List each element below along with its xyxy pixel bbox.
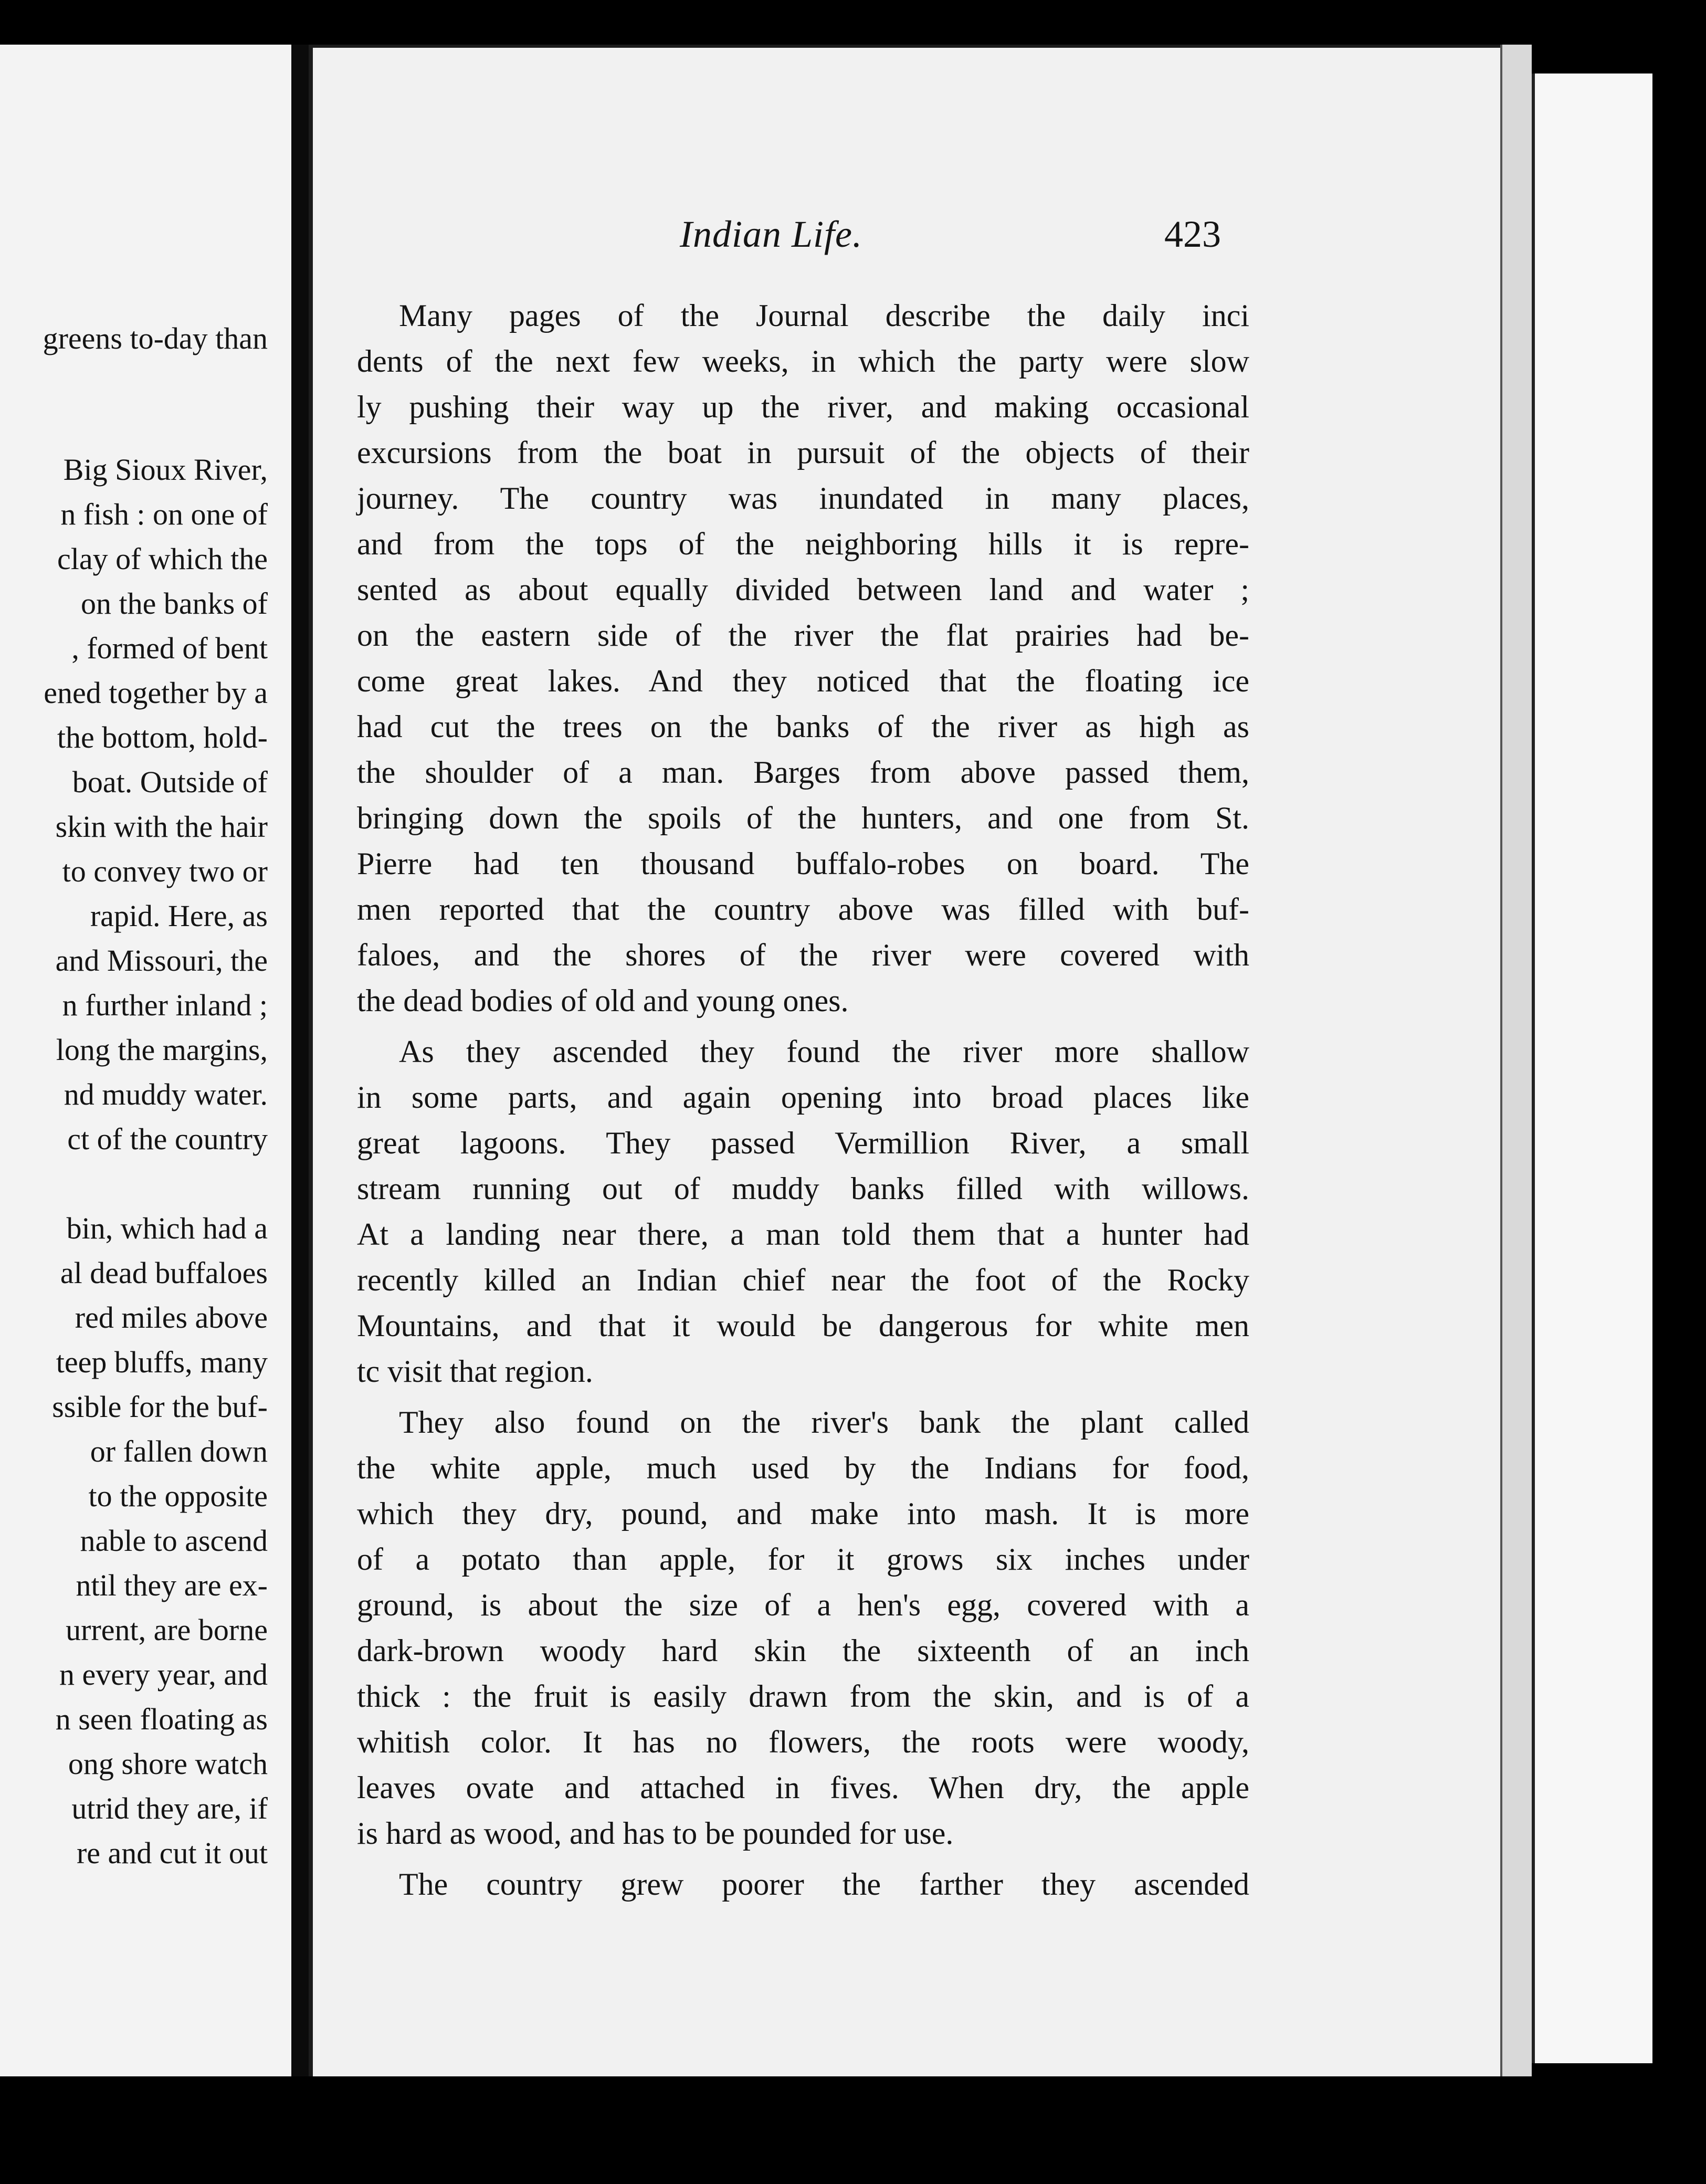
text-line: ly pushing their way up the river, and making occasional bbox=[357, 390, 1249, 424]
facing-page-line: teep bluffs, many bbox=[56, 1345, 268, 1379]
paragraph-gap bbox=[357, 1024, 1249, 1029]
facing-page-line: nd muddy water. bbox=[64, 1077, 268, 1111]
facing-page-line: urrent, are borne bbox=[66, 1613, 268, 1647]
facing-page-line: red miles above bbox=[75, 1300, 268, 1335]
text-line: is hard as wood, and has to be pounded for use. bbox=[357, 1816, 954, 1851]
text-line: which they dry, pound, and make into mash. It is more bbox=[357, 1496, 1249, 1531]
text-line: leaves ovate and attached in fives. When dry, the apple bbox=[357, 1770, 1249, 1805]
text-line: stream running out of muddy banks filled with willows. bbox=[357, 1171, 1249, 1206]
text-line: ground, is about the size of a hen's egg, covered with a bbox=[357, 1588, 1249, 1622]
paragraph bbox=[357, 1400, 1249, 1856]
text-line: in some parts, and again opening into broad places like bbox=[357, 1080, 1249, 1115]
text-line: whitish color. It has no flowers, the roots were woody, bbox=[357, 1725, 1249, 1759]
paragraph bbox=[357, 293, 1249, 1024]
text-line: great lagoons. They passed Vermillion River, a small bbox=[357, 1126, 1249, 1160]
text-line: As they ascended they found the river more shallow bbox=[399, 1034, 1249, 1069]
text-line: the dead bodies of old and young ones. bbox=[357, 983, 849, 1018]
facing-page-line: n every year, and bbox=[59, 1657, 268, 1692]
facing-page-line: Big Sioux River, bbox=[63, 453, 268, 487]
page-edge bbox=[1500, 45, 1532, 2076]
facing-page-line: , formed of bent bbox=[71, 631, 268, 665]
facing-page-line: n seen floating as bbox=[55, 1702, 268, 1736]
text-line: dark-brown woody hard skin the sixteenth of an inch bbox=[357, 1633, 1249, 1668]
text-line: men reported that the country above was filled with buf- bbox=[357, 892, 1249, 927]
paragraph bbox=[357, 1862, 1249, 1907]
facing-page-line: ong shore watch bbox=[68, 1747, 268, 1781]
text-line: They also found on the river's bank the plant called bbox=[399, 1405, 1249, 1440]
facing-page-line: ntil they are ex- bbox=[76, 1568, 268, 1602]
facing-page-line: to convey two or bbox=[62, 854, 268, 888]
text-line: bringing down the spoils of the hunters, and one from St. bbox=[357, 801, 1249, 835]
text-line: the shoulder of a man. Barges from above passed them, bbox=[357, 755, 1249, 790]
page-number: 423 bbox=[1164, 213, 1221, 255]
facing-page-line: al dead buffaloes bbox=[60, 1256, 268, 1290]
facing-page-line: greens to-day than bbox=[43, 321, 268, 355]
facing-page-line: re and cut it out bbox=[76, 1836, 268, 1870]
facing-page-line: ened together by a bbox=[44, 676, 268, 710]
text-line: sented as about equally divided between land and water ; bbox=[357, 572, 1249, 607]
text-line: on the eastern side of the river the flat prairies had be- bbox=[357, 618, 1249, 653]
text-line: At a landing near there, a man told them that a hunter had bbox=[357, 1217, 1249, 1252]
text-line: recently killed an Indian chief near the foot of the Rocky bbox=[357, 1263, 1249, 1297]
body-text bbox=[357, 293, 1249, 1907]
text-line: excursions from the boat in pursuit of the objects of their bbox=[357, 435, 1249, 470]
facing-page-line: utrid they are, if bbox=[71, 1791, 268, 1825]
text-line: and from the tops of the neighboring hills it is repre- bbox=[357, 527, 1249, 561]
text-line: dents of the next few weeks, in which the party were slow bbox=[357, 344, 1249, 379]
facing-page-line: n further inland ; bbox=[62, 988, 268, 1022]
facing-page bbox=[0, 45, 291, 2076]
facing-page-line: ssible for the buf- bbox=[52, 1390, 268, 1424]
facing-page-line: long the margins, bbox=[56, 1033, 268, 1067]
text-line: had cut the trees on the banks of the river as high as bbox=[357, 709, 1249, 744]
facing-page-line: rapid. Here, as bbox=[90, 899, 268, 933]
facing-page-line: skin with the hair bbox=[55, 810, 268, 844]
text-line: faloes, and the shores of the river were covered with bbox=[357, 938, 1249, 972]
running-title: Indian Life. bbox=[680, 213, 862, 255]
text-line: Many pages of the Journal describe the daily inci bbox=[399, 298, 1249, 333]
facing-page-line: bin, which had a bbox=[66, 1211, 268, 1245]
facing-page-line: the bottom, hold- bbox=[57, 720, 268, 754]
facing-page-line: n fish : on one of bbox=[60, 497, 268, 531]
facing-page-line: and Missouri, the bbox=[55, 943, 268, 978]
facing-page-line: clay of which the bbox=[57, 542, 268, 576]
paragraph-gap bbox=[357, 1856, 1249, 1862]
facing-page-line: to the opposite bbox=[88, 1479, 268, 1513]
text-line: thick : the fruit is easily drawn from the skin, and is of a bbox=[357, 1679, 1249, 1714]
paragraph bbox=[357, 1029, 1249, 1394]
text-line: Pierre had ten thousand buffalo-robes on board. The bbox=[357, 846, 1249, 881]
facing-page-line: on the banks of bbox=[81, 586, 268, 621]
text-line: journey. The country was inundated in many places, bbox=[357, 481, 1249, 516]
paragraph-gap bbox=[357, 1394, 1249, 1400]
text-line: come great lakes. And they noticed that the floating ice bbox=[357, 664, 1249, 698]
page-edge-back bbox=[1532, 74, 1652, 2063]
facing-page-line: boat. Outside of bbox=[72, 765, 268, 799]
text-line: The country grew poorer the farther they ascended bbox=[399, 1867, 1249, 1902]
text-line: the white apple, much used by the Indians for food, bbox=[357, 1451, 1249, 1485]
facing-page-line: or fallen down bbox=[90, 1434, 268, 1468]
facing-page-line: ct of the country bbox=[67, 1122, 268, 1156]
facing-page-line: nable to ascend bbox=[80, 1524, 268, 1558]
text-line: Mountains, and that it would be dangerous for white men bbox=[357, 1308, 1249, 1343]
text-line: tc visit that region. bbox=[357, 1354, 593, 1389]
text-line: of a potato than apple, for it grows six inches under bbox=[357, 1542, 1249, 1577]
